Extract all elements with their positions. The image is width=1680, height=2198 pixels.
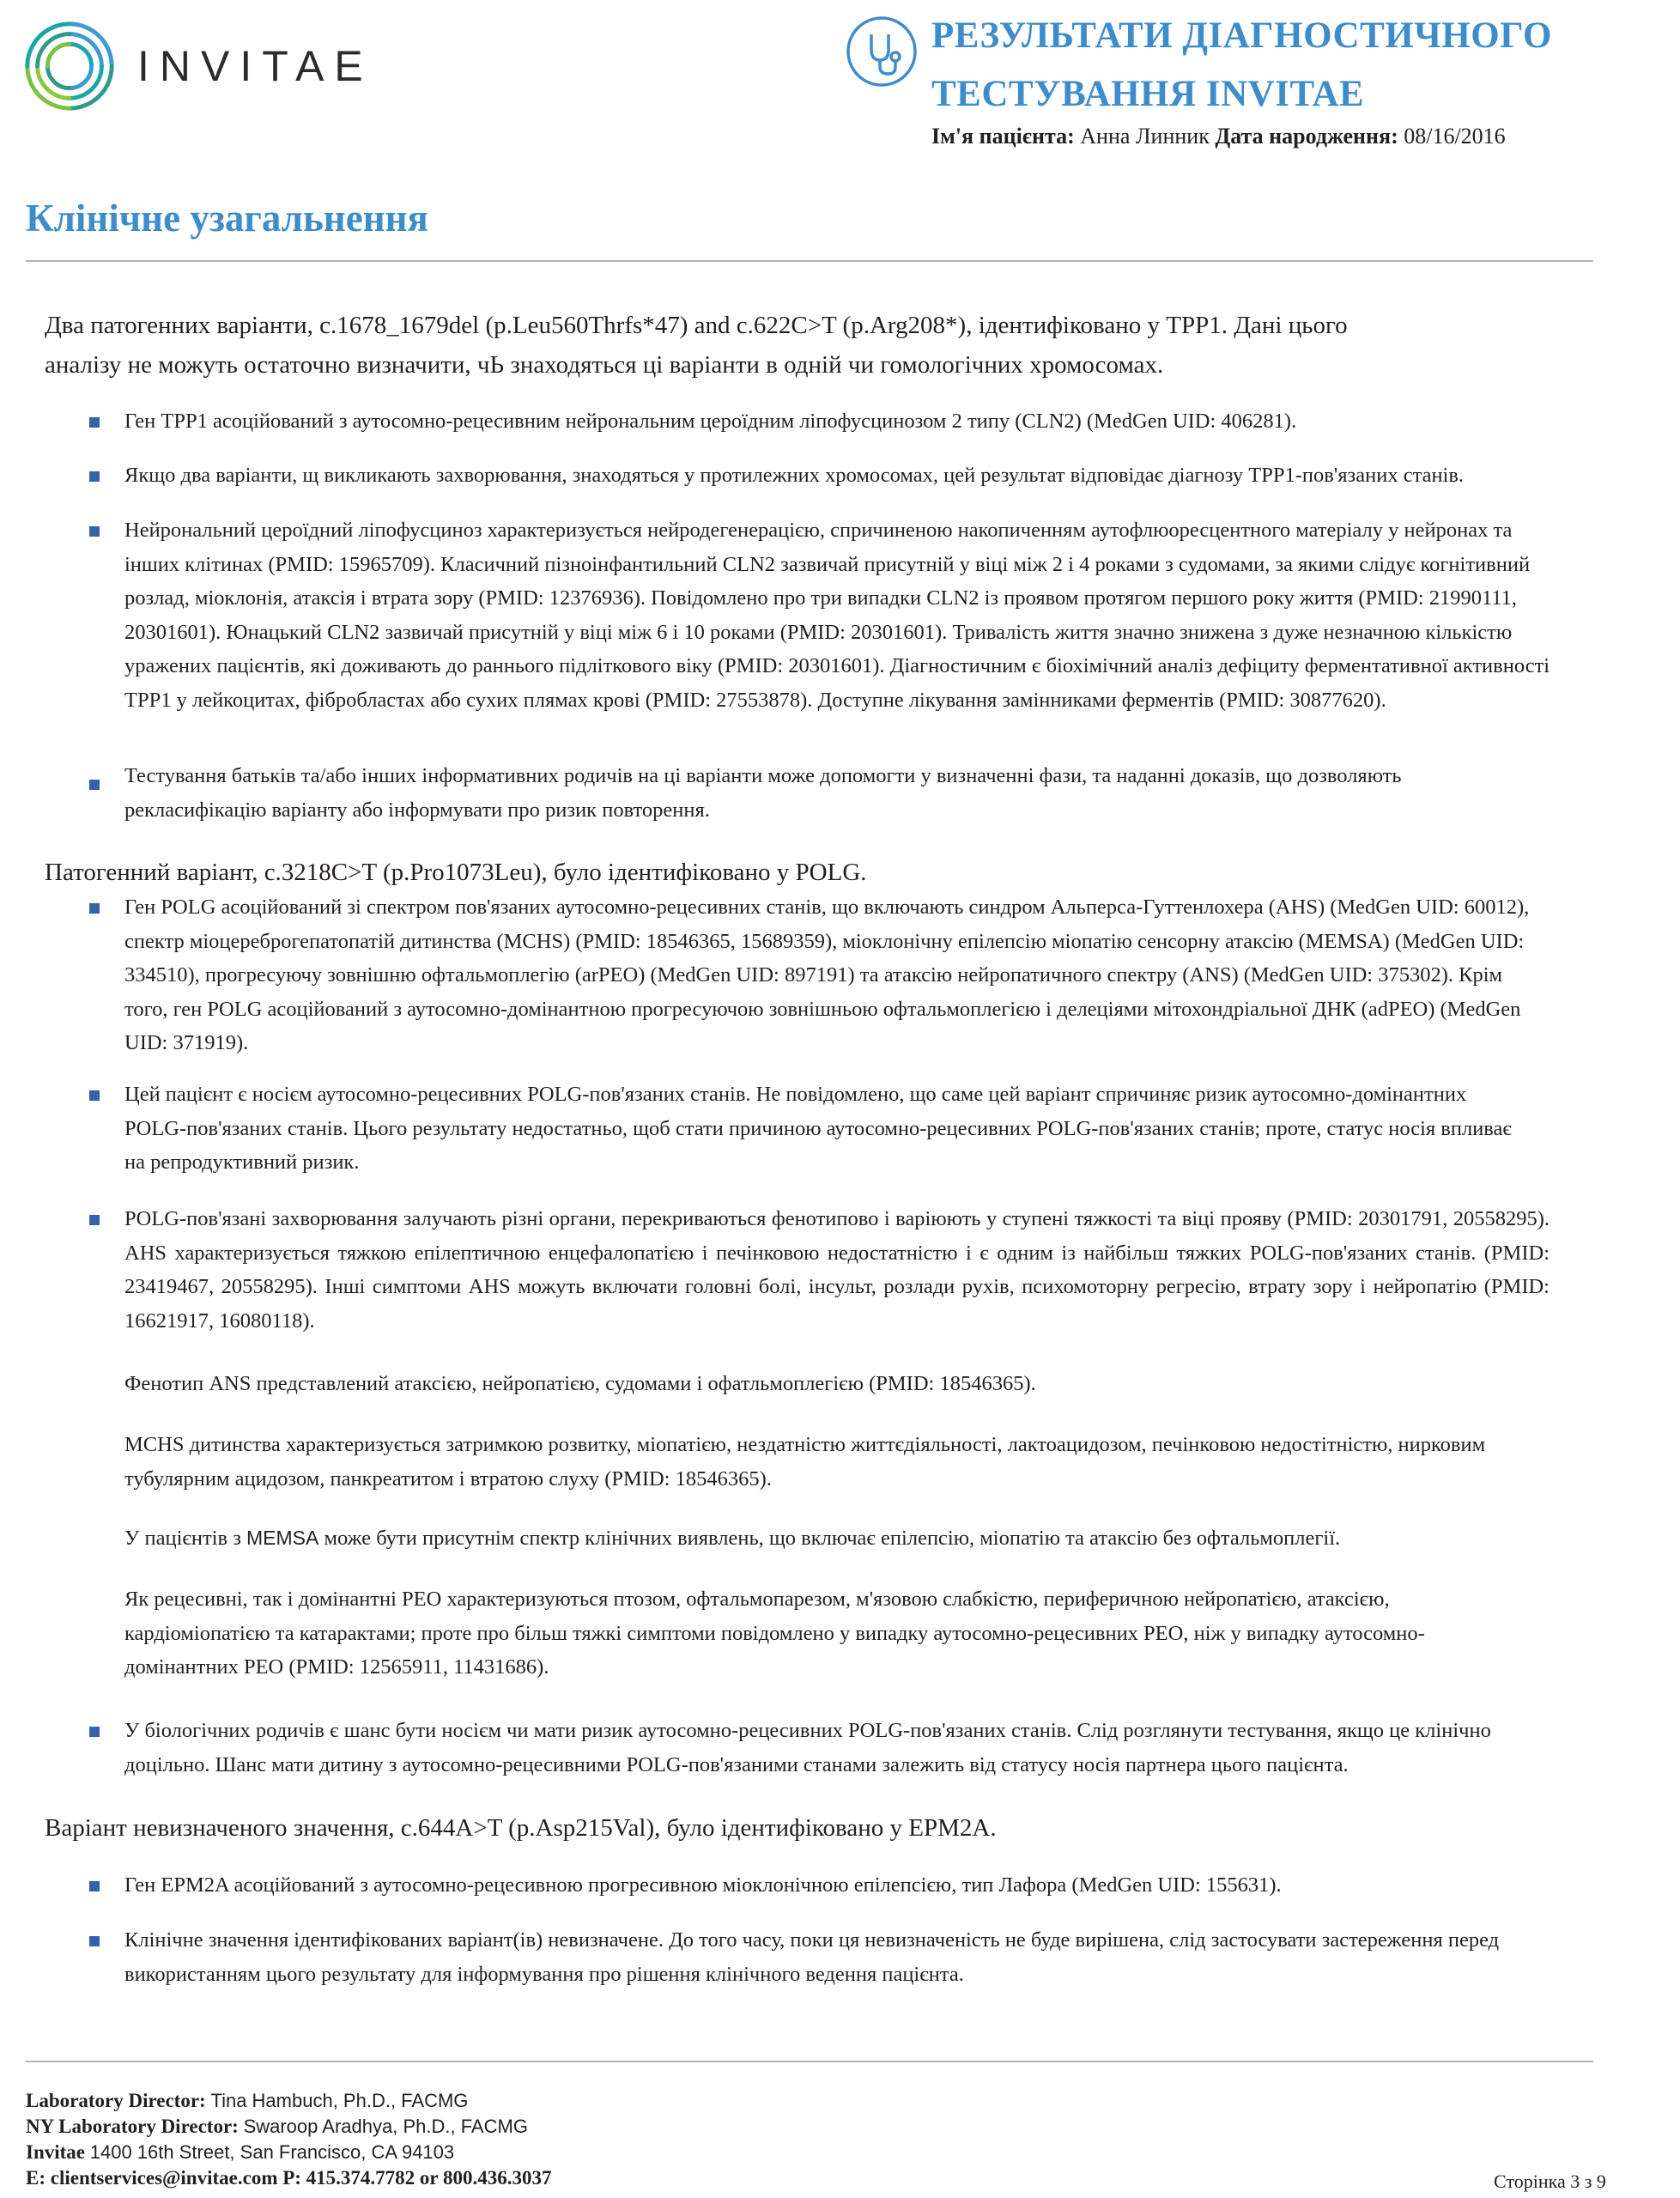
report-title <box>931 7 1552 124</box>
tpp1-summary-line1: Два патогенних варіанти, c.1678_1679del (p.Leu560Thrfs*47) and c.622C>T (p.Arg208*), ідентифіковано у TPP1. Дані цього <box>45 312 1348 339</box>
patient-info <box>931 124 1506 149</box>
page-of: з <box>1584 2171 1592 2192</box>
footer-ny-director <box>26 2114 551 2140</box>
footer-contact <box>26 2165 551 2191</box>
ny-director-name: Swaroop Aradhya, Ph.D., FACMG <box>243 2116 528 2137</box>
bullet-marker <box>89 903 100 914</box>
contact-info: E: clientservices@invitae.com P: 415.374.7782 or 800.436.3037 <box>26 2167 552 2189</box>
bullet-marker <box>89 1215 100 1225</box>
lab-director-label: Laboratory Director: <box>26 2090 206 2111</box>
section-divider <box>26 260 1593 262</box>
bullet-marker <box>89 417 100 428</box>
footer-lab-director <box>26 2088 551 2114</box>
polg-memsa-phenotype <box>124 1521 1644 1556</box>
patient-name: Анна Линник <box>1080 124 1210 149</box>
logo-wordmark: INVITAE <box>137 42 373 90</box>
page-number <box>1494 2171 1606 2193</box>
tpp1-bullet-4: Тестування батьків та/або інших інформативних родичів на ці варіанти може допомогти у визначенні фази, та наданні доказів, що дозволяють рекласифікацію варіанту або інформувати про ризик повторення. <box>124 764 1402 822</box>
company-address: 1400 16th Street, San Francisco, CA 94103 <box>89 2141 455 2163</box>
page-total: 9 <box>1596 2171 1606 2192</box>
invitae-logo-icon <box>19 15 120 117</box>
dob-label: Дата народження: <box>1215 124 1398 149</box>
polg-peo-phenotype: Як рецесивні, так і домінантні PEO характеризуються птозом, офтальмопарезом, м'язовою слабкістю, периферичною нейропатією, атаксією, кардіоміопатією та катарактами; проте про більш тяжкі симптоми повідомлено у випадку аутосомно-рецесивних PEO, ніж у випадку аутосомно-домінантних PEO (PMID: 12565911, 11431686). <box>124 1588 1425 1679</box>
polg-bullet-3: POLG-пов'язані захворювання залучають різні органи, перекриваються фенотипово і варіюють у ступені тяжкості та віці прояву (PMID: 20301791, 20558295). AHS характеризується тяжкою епілептичною енцефалопатією і печінковою недостатністю і є одним із найбільш тяжких POLG-пов'язаних станів. (PMID: 23419467, 20558295). Інші симптоми AHS можуть включати головні болі, інсульт, розлади рухів, психомоторну регресію, втрату зору і нейропатію (PMID: 16621917, 16080118). <box>124 1207 1550 1333</box>
polg-memsa-text-post: може бути присутнім спектр клінічних виявлень, що включає епілепсію, міопатію та атаксію без офтальмоплегії. <box>318 1527 1341 1550</box>
polg-bullet-2: Цей пацієнт є носієм аутосомно-рецесивних POLG-пов'язаних станів. Не повідомлено, що саме цей варіант спричиняє ризик аутосомно-домінантних POLG-пов'язаних станів. Цього результату недостатньо, щоб стати причиною аутосомно-рецесивних POLG-пов'язаних станів; проте, статус носія впливає на репродуктивний ризик. <box>124 1083 1512 1174</box>
epm2a-summary: Варіант невизначеного значення, c.644A>T (p.Asp215Val), було ідентифіковано у EPM2A. <box>45 1814 997 1842</box>
page-label: Сторінка <box>1494 2171 1566 2192</box>
polg-memsa-text-pre: У пацієнтів з <box>124 1527 247 1550</box>
polg-mchs-phenotype: MCHS дитинства характеризується затримкою розвитку, міопатією, нездатністю життєдіяльності, лактоацидозом, печінковою недостітністю, нирковим тубулярним ацидозом, панкреатитом і втратою слуху (PMID: 18546365). <box>124 1433 1486 1491</box>
epm2a-bullet-2: Клінічне значення ідентифікованих варіант(ів) невизначене. До того часу, поки ця невизначеність не буде вирішена, слід застосувати застереження перед використанням цього результату для інформування про рішення клінічного ведення пацієнта. <box>124 1928 1500 1986</box>
polg-ans-phenotype: Фенотип ANS представлений атаксією, нейропатією, судомами і офатльмоплегією (PMID: 18546365). <box>124 1372 1036 1395</box>
ny-director-label: NY Laboratory Director: <box>26 2116 239 2137</box>
polg-bullet-1: Ген POLG асоційований зі спектром пов'язаних аутосомно-рецесивних станів, що включають синдром Альперса-Гуттенлохера (AHS) (MedGen UID: 60012), спектр міоцереброгепатопатій дитинства (MCHS) (PMID: 18546365, 15689359), міоклонічну епілепсію міопатію сенсорну атаксію (MEMSA) (MedGen UID: 334510), прогресуючу зовнішню офтальмоплегію (arPEO) (MedGen UID: 897191) та атаксію нейропатичного спектру (ANS) (MedGen UID: 375302). Крім того, ген POLG асоційований з аутосомно-домінантною прогресуючою зовнішньою офтальмоплегією і делеціями мітохондріальної ДНК (adPEO) (MedGen UID: 371919). <box>124 896 1530 1054</box>
polg-summary: Патогенний варіант, c.3218C>T (p.Pro1073Leu), було ідентифіковано у POLG. <box>45 859 867 886</box>
footer-info <box>26 2088 551 2191</box>
polg-bullet-4: У біологічних родичів є шанс бути носієм чи мати ризик аутосомно-рецесивних POLG-пов'язаних станів. Слід розглянути тестування, якщо це клінічно доцільно. Шанс мати дитину з аутосомно-рецесивними POLG-пов'язаними станами залежить від статусу носія партнера цього пацієнта. <box>124 1719 1491 1776</box>
bullet-marker <box>89 1936 100 1946</box>
bullet-marker <box>89 471 100 482</box>
section-title: Клінічне узагальнення <box>26 197 428 240</box>
report-title-line2: ТЕСТУВАННЯ INVITAE <box>931 74 1365 114</box>
tpp1-summary <box>45 306 1624 385</box>
lab-director-name: Tina Hambuch, Ph.D., FACMG <box>210 2090 469 2111</box>
polg-memsa-acronym: MEMSA <box>246 1527 319 1549</box>
patient-name-label: Ім'я пацієнта: <box>931 124 1075 149</box>
tpp1-bullet-1: Ген TPP1 асоційований з аутосомно-рецесивним нейрональним цероїдним ліпофусцинозом 2 типу (CLN2) (MedGen UID: 406281). <box>124 410 1297 433</box>
footer-address <box>26 2140 551 2165</box>
tpp1-bullet-2: Якщо два варіанти, щ викликають захворювання, знаходяться у протилежних хромосомах, цей результат відповідає діагнозу TPP1-пов'язаних станів. <box>124 464 1465 487</box>
stethoscope-icon <box>846 15 918 88</box>
bullet-marker <box>89 526 100 537</box>
bullet-marker <box>89 1727 100 1737</box>
tpp1-bullet-3: Нейрональний цероїдний ліпофусциноз характеризується нейродегенерацією, спричиненою накопиченням аутофлюоресцентного матеріалу у нейронах та інших клітинах (PMID: 15965709). Класичний пізноінфантильний CLN2 зазвичай присутній у віці між 2 і 4 роками з судомами, за якими слідує когнітивний розлад, міоклонія, атаксія і втрата зору (PMID: 12376936). Повідомлено про три випадки CLN2 із проявом протягом першого року життя (PMID: 21990111, 20301601). Юнацький CLN2 зазвичай присутній у віці між 6 і 10 роками (PMID: 20301601). Тривалість життя значно знижена з дуже незначною кількістю уражених пацієнтів, які доживають до раннього підліткового віку (PMID: 20301601). Діагностичним є біохімічний аналіз дефіциту ферментативної активності TPP1 у лейкоцитах, фібробластах або сухих плямах крові (PMID: 27553878). Доступне лікування замінниками ферментів (PMID: 30877620). <box>124 519 1550 712</box>
bullet-marker <box>89 1090 100 1101</box>
bullet-marker <box>89 1881 100 1891</box>
footer-divider <box>26 2061 1593 2062</box>
company-label: Invitae <box>26 2141 85 2163</box>
report-title-line1: РЕЗУЛЬТАТИ ДІАГНОСТИЧНОГО <box>931 15 1552 56</box>
invitae-logo <box>19 15 373 117</box>
tpp1-summary-line2: аналізу не можуть остаточно визначити, чЬ знаходяться ці варіанти в одній чи гомологічних хромосомах. <box>45 351 1164 379</box>
bullet-marker <box>89 780 100 790</box>
epm2a-bullet-1: Ген EPM2A асоційований з аутосомно-рецесивною прогресивною міоклонічною епілепсією, тип Лафора (MedGen UID: 155631). <box>124 1873 1282 1897</box>
page-current: 3 <box>1570 2171 1580 2192</box>
dob-value: 08/16/2016 <box>1404 124 1506 149</box>
